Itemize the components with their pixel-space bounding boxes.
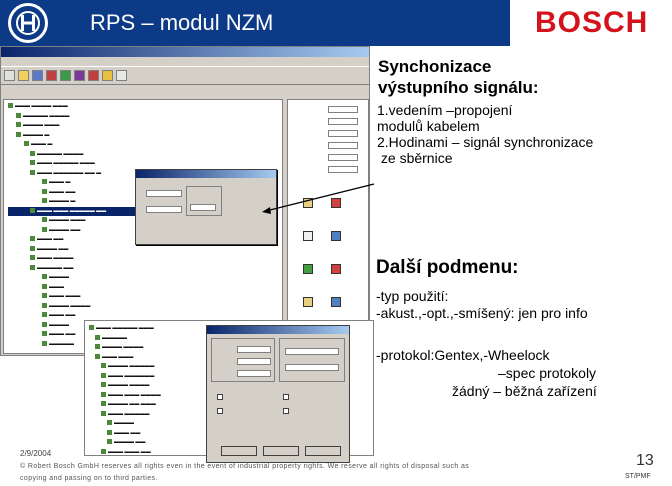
tree-row: ▬▬▬ ▬▬ [8,188,282,198]
tree-row: ▬▬▬▬ ▬▬▬▬ [89,381,373,391]
tree-row: ▬▬▬ ▬▬▬▬▬▬ ▬▬ ▬ [8,169,282,179]
copyright-line: © Robert Bosch GmbH reserves all rights even in the event of industrial property rights. We reserve all rights of disposal such as [20,463,470,470]
tree-row: ▬▬▬ ▬▬▬▬▬ ▬▬▬ [89,324,373,334]
tree-row: ▬▬▬▬ [89,419,373,429]
sync-point: 2.Hodinami – signál synchronizace [377,134,594,150]
sync-heading [378,56,539,98]
tree-row-selected: ▬▬▬ ▬▬▬ ▬▬▬▬▬ ▬▬ [8,207,168,217]
tree-row: ▬▬▬ ▬▬▬▬ [8,254,282,264]
tree-row: ▬▬▬▬ ▬ [8,131,282,141]
footer-copyright [20,461,490,485]
copyright-line: copying and passing on to third parties. [20,475,158,482]
usage-points [376,288,588,322]
tree-row: ▬▬▬▬▬ [8,340,282,350]
tree-row: ▬▬▬ ▬▬▬▬ ▬▬▬ [8,102,282,112]
tree-row: ▬▬▬ ▬ [8,140,282,150]
sync-point: modulů kabelem [377,118,480,134]
slide-title: RPS – modul NZM [90,10,274,35]
tree-row: ▬▬▬▬ ▬▬ [8,226,282,236]
tree-row: ▬▬▬ [8,283,282,293]
tree-row: ▬▬▬ ▬▬▬ [8,292,282,302]
usage-point: -akust.,-opt.,-smíšený: jen pro info [376,305,588,321]
tree-row: ▬▬▬▬▬ [89,334,373,344]
tree-row: ▬▬▬ ▬▬▬ ▬▬ [89,448,373,457]
tree-row: ▬▬▬▬ ▬▬▬▬▬ [89,362,373,372]
tree-row: ▬▬▬ ▬▬ [89,429,373,439]
tree-row: ▬▬▬▬ ▬▬▬▬ [8,302,282,312]
tree-row: ▬▬▬▬ ▬▬ [8,245,282,255]
tree-row: ▬▬▬ ▬▬ [8,311,282,321]
tree-row: ▬▬▬▬ ▬▬ ▬▬▬ [89,400,373,410]
tree-row: ▬▬▬▬ [8,321,282,331]
tree-row: ▬▬▬▬▬ ▬▬▬▬ [8,112,282,122]
tree-row: ▬▬▬ ▬▬ [8,330,282,340]
sync-heading-line: výstupního signálu: [378,78,539,97]
tree-row: ▬▬▬ ▬▬▬ [89,353,373,363]
protocol-point: –spec protokoly [498,365,597,381]
tree-row: ▬▬▬▬▬ ▬▬ [8,264,282,274]
annotation-arrow-line [266,184,374,211]
sync-point: 1.vedením –propojení [377,102,513,118]
footer-date: 2/9/2004 [20,449,52,458]
tree-row: ▬▬▬▬ [8,273,282,283]
tree-row: ▬▬▬▬▬ ▬▬▬▬ [8,150,282,160]
tree-row: ▬▬▬▬ ▬▬ [89,438,373,448]
tree-row: ▬▬▬▬ ▬▬▬ [8,216,282,226]
submenu-heading: Další podmenu: [376,257,519,278]
department-code: ST/PMF [625,473,651,480]
tree-row: ▬▬▬ ▬▬▬▬▬▬ [89,372,373,382]
sync-point: ze sběrnice [377,150,453,166]
tree-row: ▬▬▬ ▬▬▬▬▬ ▬▬▬ [8,159,282,169]
tree-row: ▬▬▬▬ ▬ [8,197,282,207]
protocol-point: žádný – běžná zařízení [452,383,597,399]
tree-row: ▬▬▬ ▬▬▬▬▬ [89,410,373,420]
sync-points [377,102,593,166]
protocol-points [376,346,597,400]
sync-heading-line: Synchonizace [378,57,492,76]
tree-row: ▬▬▬ ▬ [8,178,282,188]
tree-row: ▬▬▬▬ ▬▬▬ [8,121,282,131]
tree-row: ▬▬▬ ▬▬ [8,235,282,245]
brand-logo: BOSCH [535,6,649,39]
protocol-point: -protokol:Gentex,-Wheelock [376,347,550,363]
annotation-arrow-head [262,207,271,214]
tree-row: ▬▬▬▬ ▬▬▬▬ [89,343,373,353]
usage-point: -typ použití: [376,288,449,304]
tree-row: ▬▬▬ ▬▬▬ ▬▬▬▬ [89,391,373,401]
page-number: 13 [636,452,654,469]
